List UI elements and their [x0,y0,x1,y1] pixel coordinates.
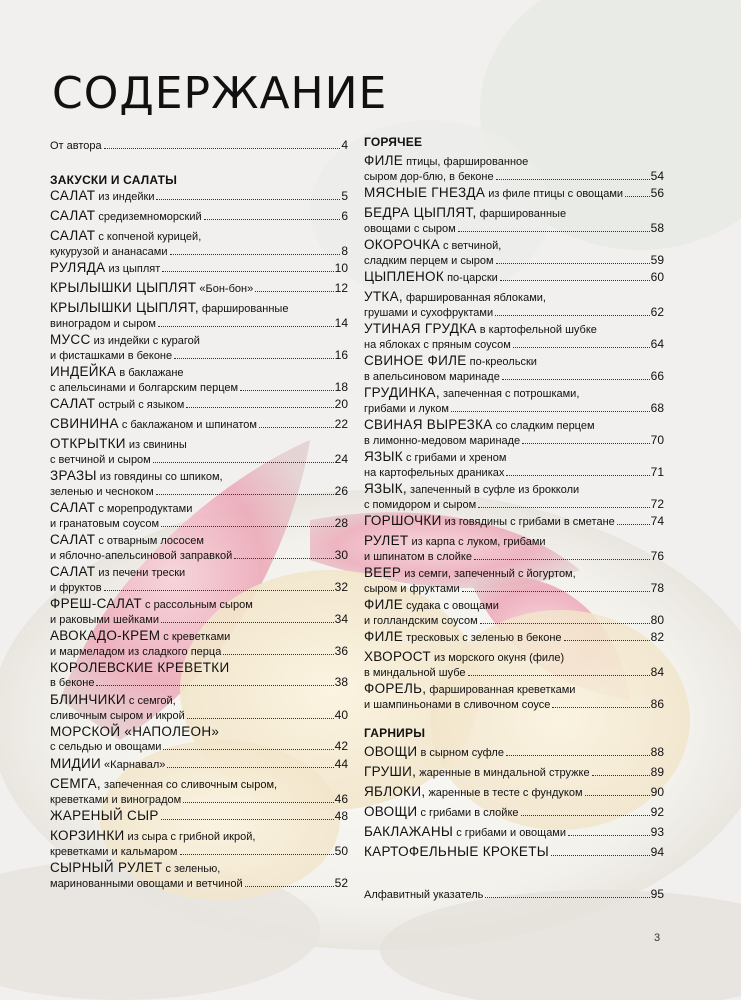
toc-entry[interactable] [364,322,664,352]
entry-text: с грибами и овощами [453,827,567,839]
entry-page-number: 86 [650,697,664,711]
toc-entry[interactable] [364,238,664,268]
entry-page-number: 34 [334,612,348,626]
dot-leader [180,854,334,855]
dot-leader [496,263,650,264]
toc-entry[interactable] [364,650,664,680]
entry-page-number: 20 [334,397,348,411]
entry-keyword: ЦЫПЛЕНОК [364,269,445,284]
entry-text-line2: креветками и виноградом [50,794,182,806]
dot-leader [153,462,334,463]
entry-text: запеченная со сливочным сыром, [100,779,278,791]
entry-text: по-царски [444,272,498,284]
entry-page-number: 54 [650,169,664,183]
toc-entry[interactable] [50,565,348,595]
section-heading: ГАРНИРЫ [364,726,426,740]
toc-entry[interactable] [364,290,664,320]
toc-entry[interactable] [50,229,348,259]
entry-page-number: 50 [334,844,348,858]
entry-page-number: 89 [650,765,664,779]
entry-keyword: РУЛЕТ [364,533,409,548]
entry-page-number: 18 [334,380,348,394]
toc-entry[interactable] [364,534,664,564]
entry-text-line2: и фисташками в беконе [50,350,173,362]
entry-page-number: 30 [334,548,348,562]
entry-text: фаршированная креветками [426,684,576,696]
entry-text-line2: в апельсиновом маринаде [364,371,500,383]
entry-text: «Бон-бон» [196,283,254,295]
entry-text-line2: и голландским соусом [364,615,478,627]
entry-keyword: СЫРНЫЙ РУЛЕТ [50,860,163,875]
entry-page-number: 38 [334,675,348,689]
entry-page-number: 8 [341,244,348,258]
entry-keyword: КРЫЛЫШКИ ЦЫПЛЯТ, [50,300,199,315]
toc-entry[interactable] [364,598,664,628]
toc-entry[interactable] [50,189,348,204]
entry-keyword: СВИНИНА [50,416,119,431]
entry-page-number: 40 [334,708,348,722]
entry-text-line2: овощами с сыром [364,223,456,235]
entry-keyword: ЯБЛОКИ, [364,784,426,799]
toc-entry[interactable] [364,482,664,512]
toc-entry[interactable] [364,785,664,800]
toc-entry[interactable] [50,333,348,363]
entry-page-number: 84 [650,665,664,679]
entry-text: из индейки [95,191,155,203]
dot-leader [255,291,333,292]
entry-keyword: САЛАТ [50,228,96,243]
entry-keyword: ГОРШОЧКИ [364,513,442,528]
entry-text: тресковых с зеленью в беконе [403,632,562,644]
entry-text: От автора [50,140,102,152]
toc-entry[interactable] [50,437,348,467]
dot-leader [552,707,649,708]
entry-text-line2: сыром и фруктами [364,583,460,595]
toc-entry[interactable] [50,469,348,499]
entry-text: с ветчиной, [439,240,502,252]
dot-leader [183,802,333,803]
dot-leader [485,897,649,898]
entry-text: из печени трески [95,567,186,579]
dot-leader [625,196,650,197]
entry-page-number: 58 [650,221,664,235]
dot-leader [458,231,650,232]
entry-page-number: 22 [334,417,348,431]
entry-page-number: 62 [650,305,664,319]
dot-leader [234,558,333,559]
entry-page-number: 6 [341,209,348,223]
toc-entry[interactable] [50,725,348,754]
toc-entry[interactable] [50,533,348,563]
dot-leader [502,379,650,380]
toc-entry[interactable] [364,354,664,384]
entry-text: фаршированные [198,303,289,315]
dot-leader [223,654,333,655]
toc-entry[interactable] [50,301,348,331]
entry-text: с семгой, [125,695,176,707]
dot-leader [513,347,650,348]
entry-text: запеченная с потрошками, [439,388,580,400]
entry-text: в сырном суфле [417,747,504,759]
entry-keyword: УТКА, [364,289,403,304]
toc-entry[interactable] [364,206,664,236]
entry-page-number: 88 [650,745,664,759]
dot-leader [462,591,650,592]
entry-page-number: 24 [334,452,348,466]
toc-entry[interactable] [364,450,664,480]
dot-leader [156,199,340,200]
entry-keyword: ЯЗЫК, [364,481,407,496]
entry-page-number: 48 [334,809,348,823]
entry-page-number: 68 [650,401,664,415]
entry-page-number: 5 [341,189,348,203]
dot-leader [163,749,333,750]
entry-text: фаршированная яблоками, [402,292,546,304]
page-number: 3 [654,932,661,944]
entry-text: из сыра с грибной икрой, [124,831,256,843]
toc-entry[interactable] [364,845,664,859]
entry-keyword: ОТКРЫТКИ [50,436,126,451]
entry-page-number: 76 [650,549,664,563]
dot-leader [478,507,650,508]
toc-entry[interactable] [50,861,348,891]
toc-entry[interactable] [50,829,348,859]
entry-keyword: СЕМГА, [50,776,101,791]
entry-keyword: САЛАТ [50,208,96,223]
entry-keyword: КРЫЛЫШКИ ЦЫПЛЯТ [50,280,197,295]
entry-text: из индейки с курагой [90,335,200,347]
entry-text: с грибами и хреном [402,452,507,464]
entry-text-line2: креветками и кальмаром [50,846,178,858]
dot-leader [617,524,650,525]
toc-entry[interactable] [50,661,348,690]
toc-entry[interactable] [364,154,664,184]
toc-entry[interactable] [364,765,664,780]
entry-keyword: САЛАТ [50,500,96,515]
entry-text-line2: и раковыми шейками [50,614,159,626]
entry-text-line2: и мармеладом из сладкого перца [50,646,222,658]
entry-text-line2: с апельсинами и болгарским перцем [50,382,239,394]
toc-entry[interactable] [50,629,348,659]
dot-leader [495,315,650,316]
entry-page-number: 4 [341,138,348,152]
entry-page-number: 82 [650,630,664,644]
entry-text: из свинины [125,439,187,451]
dot-leader [592,775,650,776]
entry-text-line2: и яблочно-апельсиновой заправкой [50,550,233,562]
dot-leader [167,767,333,768]
entry-keyword: БАКЛАЖАНЫ [364,824,454,839]
entry-keyword: МЯСНЫЕ ГНЕЗДА [364,185,486,200]
entry-page-number: 52 [334,876,348,890]
toc-entry[interactable] [50,809,348,823]
toc-entry[interactable] [50,777,348,807]
entry-keyword: ФИЛЕ [364,153,404,168]
entry-page-number: 42 [334,739,348,753]
entry-text: судака с овощами [403,600,499,612]
entry-page-number: 44 [334,757,348,771]
entry-keyword: ВЕЕР [364,565,402,580]
dot-leader [451,411,650,412]
entry-text: с отварным лососем [95,535,204,547]
toc-entry[interactable] [364,386,664,416]
entry-text: с морепродуктами [95,503,193,515]
dot-leader [521,815,650,816]
toc-entry[interactable] [50,501,348,531]
entry-keyword: РУЛЯДА [50,260,106,275]
dot-leader [170,254,341,255]
toc-entry[interactable] [50,597,348,627]
dot-leader [104,590,334,591]
entry-text-line2: маринованными овощами и ветчиной [50,878,243,890]
entry-page-number: 10 [334,261,348,275]
toc-entry[interactable] [364,186,664,201]
entry-text-line2: зеленью и чесноком [50,486,154,498]
entry-text: из говядины с грибами в сметане [441,516,615,528]
entry-text: жаренные в тесте с фундуком [425,787,583,799]
toc-entry[interactable] [364,630,664,645]
toc-entry[interactable] [50,757,348,772]
entry-text-line2: с помидором и сыром [364,499,477,511]
entry-keyword: ОВОЩИ [364,744,418,759]
dot-leader [240,390,334,391]
toc-entry[interactable] [50,693,348,723]
dot-leader [496,179,650,180]
entry-keyword: КОРЗИНКИ [50,828,125,843]
dot-leader [522,443,649,444]
dot-leader [96,685,333,686]
entry-page-number: 72 [650,497,664,511]
dot-leader [174,358,334,359]
entry-page-number: 93 [650,825,664,839]
toc-entry[interactable] [50,417,348,432]
entry-text: запеченный в суфле из брокколи [406,484,580,496]
entry-text: со сладким перцем [492,420,595,432]
entry-text-line2: в миндальной шубе [364,667,466,679]
entry-keyword: ГРУДИНКА, [364,385,440,400]
entry-text-line2: и шампиньонами в сливочном соусе [364,699,551,711]
dot-leader [204,219,341,220]
toc-entry[interactable] [50,365,348,395]
entry-text-line2: кукурузой и ананасами [50,246,168,258]
entry-text: с зеленью, [162,863,221,875]
entry-text: фаршированные [476,208,567,220]
entry-text: из цыплят [105,263,161,275]
entry-text: Алфавитный указатель [364,889,484,901]
entry-text-line2: и фруктов [50,582,102,594]
entry-text-line2: в беконе [50,677,95,689]
dot-leader [187,718,334,719]
dot-leader [186,407,333,408]
entry-text: острый с языком [95,399,185,411]
dot-leader [468,675,650,676]
entry-text: «Карнавал» [101,759,166,771]
entry-page-number: 60 [650,270,664,284]
toc-entry[interactable] [50,261,348,276]
entry-page-number: 56 [650,186,664,200]
entry-keyword: ФИЛЕ [364,629,404,644]
dot-leader [474,559,650,560]
entry-text: в баклажане [116,367,184,379]
entry-keyword: АВОКАДО-КРЕМ [50,628,161,643]
dot-leader [500,280,650,281]
toc-entry[interactable] [364,825,664,840]
entry-keyword: МУСС [50,332,91,347]
entry-page-number: 66 [650,369,664,383]
entry-page-number: 80 [650,613,664,627]
toc-entry[interactable] [50,397,348,412]
section-heading: ЗАКУСКИ И САЛАТЫ [50,173,178,187]
entry-keyword: САЛАТ [50,564,96,579]
page-title: СОДЕРЖАНИЕ [52,68,388,119]
entry-page-number: 95 [650,887,664,901]
entry-page-number: 14 [334,316,348,330]
entry-keyword: САЛАТ [50,188,96,203]
entry-text: из морского окуня (филе) [430,652,565,664]
entry-keyword: ОКОРОЧКА [364,237,440,252]
entry-text: с грибами в слойке [417,807,519,819]
entry-text-line2: в лимонно-медовом маринаде [364,435,521,447]
entry-keyword: ХВОРОСТ [364,649,431,664]
entry-keyword: УТИНАЯ ГРУДКА [364,321,477,336]
entry-keyword: ФИЛЕ [364,597,404,612]
entry-text-line2: с ветчиной и сыром [50,454,151,466]
entry-page-number: 71 [650,465,664,479]
entry-keyword: ФРЕШ-САЛАТ [50,596,142,611]
toc-entry[interactable] [50,209,348,224]
dot-leader [506,755,650,756]
entry-keyword: МОРСКОЙ «НАПОЛЕОН» [50,724,220,739]
entry-text-line2: сыром дор-блю, в беконе [364,171,494,183]
entry-page-number: 94 [650,845,664,859]
toc-entry[interactable] [364,270,664,285]
toc-entry[interactable] [364,418,664,448]
toc-entry[interactable] [364,805,664,820]
dot-leader [551,855,650,856]
entry-text-line2: на картофельных драниках [364,467,505,479]
entry-page-number: 70 [650,433,664,447]
entry-keyword: ОВОЩИ [364,804,418,819]
entry-keyword: ЗРАЗЫ [50,468,97,483]
toc-entry-intro[interactable] [50,138,348,153]
entry-keyword: ЯЗЫК [364,449,403,464]
entry-text: с креветками [160,631,231,643]
dot-leader [564,640,650,641]
entry-keyword: БЕДРА ЦЫПЛЯТ, [364,205,477,220]
entry-page-number: 16 [334,348,348,362]
dot-leader [161,526,334,527]
entry-text: по-креольски [466,356,537,368]
dot-leader [245,886,334,887]
entry-keyword: КОРОЛЕВСКИЕ КРЕВЕТКИ [50,660,230,675]
toc-entry[interactable] [364,682,664,712]
entry-text: с копченой курицей, [95,231,202,243]
entry-text: из семги, запеченный с йогуртом, [401,568,576,580]
dot-leader [585,795,650,796]
entry-text-line2: с сельдью и овощами [50,741,162,753]
toc-entry-index[interactable] [364,887,664,902]
dot-leader [104,148,341,149]
entry-page-number: 92 [650,805,664,819]
entry-keyword: БЛИНЧИКИ [50,692,126,707]
dot-leader [158,326,334,327]
entry-keyword: САЛАТ [50,532,96,547]
entry-page-number: 46 [334,792,348,806]
entry-page-number: 64 [650,337,664,351]
entry-text-line2: виноградом и сыром [50,318,156,330]
entry-keyword: СВИНАЯ ВЫРЕЗКА [364,417,493,432]
dot-leader [156,494,334,495]
dot-leader [480,623,650,624]
entry-page-number: 32 [334,580,348,594]
dot-leader [162,271,333,272]
entry-page-number: 26 [334,484,348,498]
entry-text: птицы, фаршированное [403,156,529,168]
entry-text-line2: грушами и сухофруктами [364,307,494,319]
entry-page-number: 36 [334,644,348,658]
entry-text: жаренные в миндальной стружке [416,767,590,779]
entry-page-number: 12 [334,281,348,295]
entry-page-number: 74 [650,514,664,528]
toc-entry[interactable] [364,745,664,760]
entry-page-number: 28 [334,516,348,530]
entry-keyword: САЛАТ [50,396,96,411]
entry-page-number: 78 [650,581,664,595]
entry-text: с рассольным сыром [141,599,253,611]
dot-leader [506,475,649,476]
entry-text: с баклажаном и шпинатом [118,419,257,431]
entry-text-line2: сладким перцем и сыром [364,255,494,267]
entry-text: средиземноморский [95,211,202,223]
entry-text: из говядины со шпиком, [96,471,223,483]
entry-keyword: СВИНОЕ ФИЛЕ [364,353,467,368]
toc-entry[interactable] [364,514,664,529]
entry-text-line2: и шпинатом в слойке [364,551,472,563]
entry-page-number: 90 [650,785,664,799]
entry-text: из карпа с луком, грибами [408,536,546,548]
toc-entry[interactable] [364,566,664,596]
entry-text-line2: на яблоках с пряным соусом [364,339,511,351]
toc-entry[interactable] [50,281,348,296]
entry-text: в картофельной шубке [476,324,597,336]
entry-text-line2: сливочным сыром и икрой [50,710,185,722]
entry-keyword: ИНДЕЙКА [50,364,117,379]
dot-leader [161,819,334,820]
dot-leader [568,835,650,836]
section-heading: ГОРЯЧЕЕ [364,135,423,149]
entry-text-line2: и гранатовым соусом [50,518,160,530]
entry-page-number: 59 [650,253,664,267]
entry-keyword: ЖАРЕНЫЙ СЫР [50,808,159,823]
entry-keyword: МИДИИ [50,756,101,771]
entry-keyword: ФОРЕЛЬ, [364,681,427,696]
entry-keyword: КАРТОФЕЛЬНЫЕ КРОКЕТЫ [364,844,549,859]
entry-keyword: ГРУШИ, [364,764,417,779]
entry-text: из филе птицы с овощами [485,188,624,200]
entry-text-line2: грибами и луком [364,403,449,415]
dot-leader [259,427,334,428]
dot-leader [161,622,334,623]
